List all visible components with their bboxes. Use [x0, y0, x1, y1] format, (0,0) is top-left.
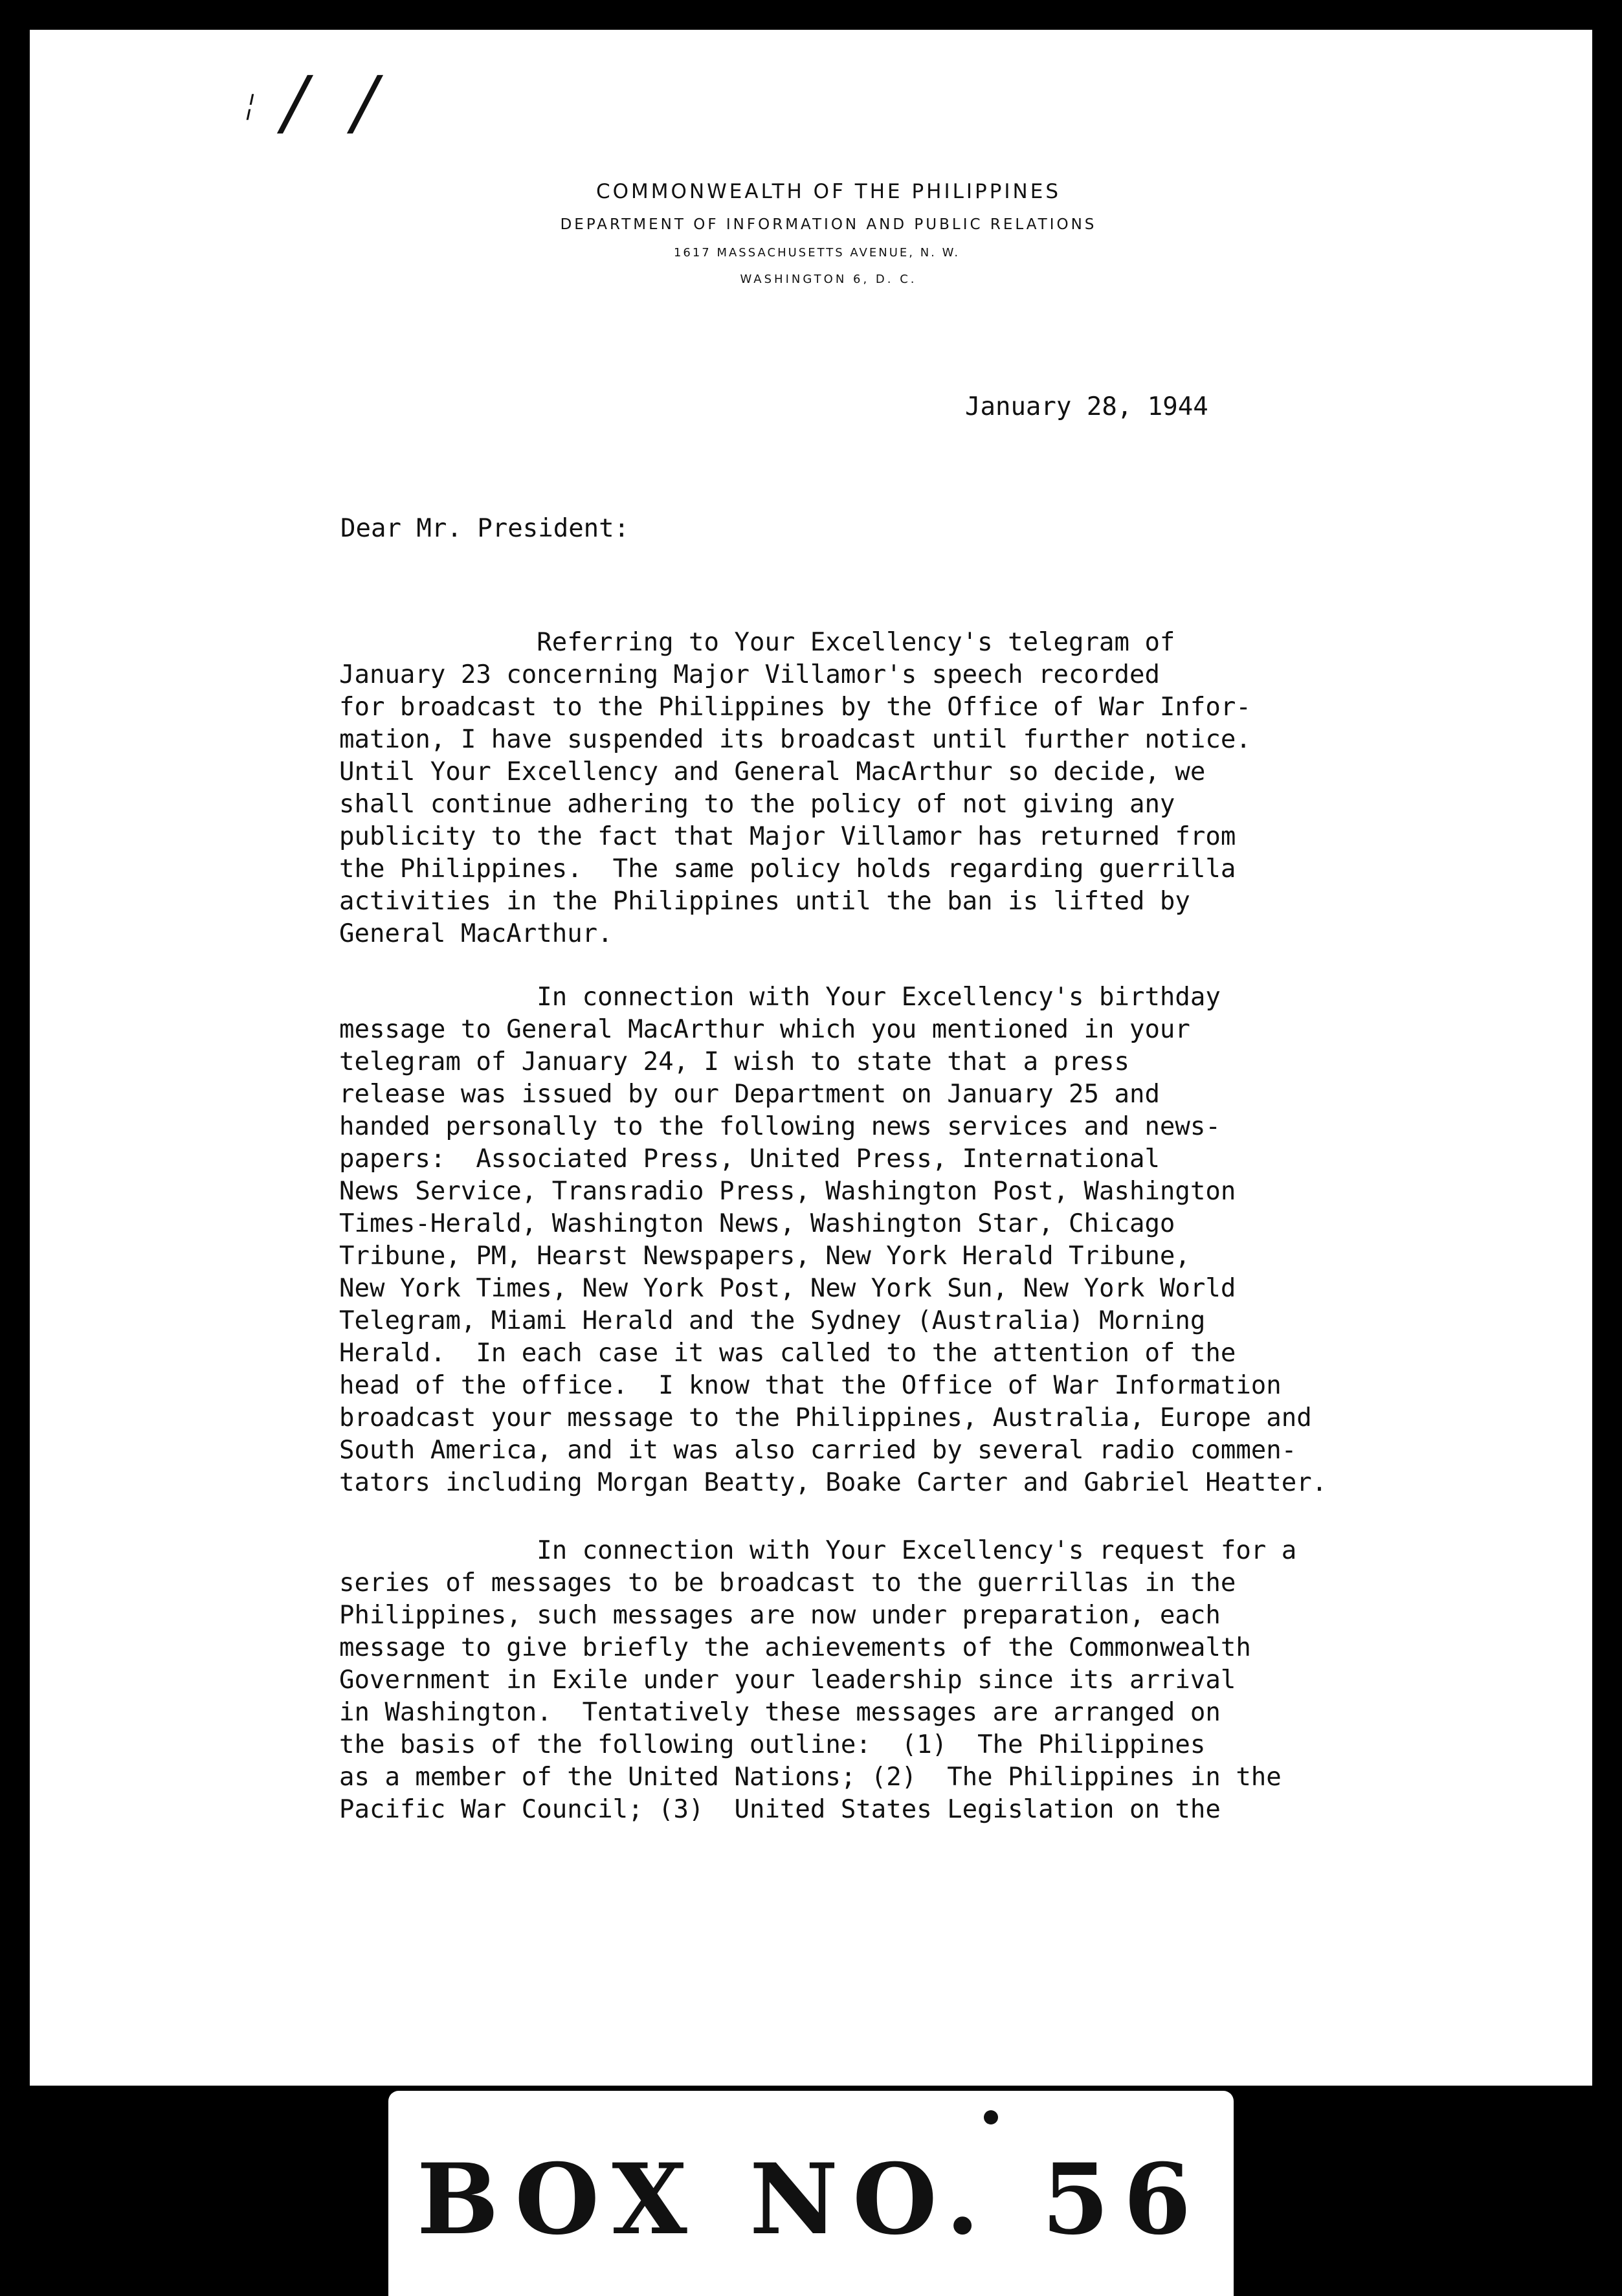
letterhead-department: DEPARTMENT OF INFORMATION AND PUBLIC RELATIONS — [560, 216, 1097, 233]
letterhead-organization: COMMONWEALTH OF THE PHILIPPINES — [596, 180, 1061, 203]
letter-date: January 28, 1944 — [965, 392, 1208, 421]
letterhead-city: WASHINGTON 6, D. C. — [740, 273, 917, 286]
archive-box-number: BOX NO. 56 — [416, 2143, 1206, 2257]
letter-page — [30, 30, 1592, 2086]
handwritten-marks: ╎/ / — [239, 61, 398, 144]
letter-salutation: Dear Mr. President: — [340, 514, 630, 543]
tick-mark-icon: ╎ — [239, 92, 273, 122]
letterhead — [30, 180, 1592, 286]
archive-box-label — [388, 2091, 1234, 2296]
letterhead-street-address: 1617 MASSACHUSETTS AVENUE, N. W. — [673, 246, 961, 260]
letter-paragraph-1: Referring to Your Excellency's telegram of January 23 concerning Major Villamor's speech recorded for broadcast to the Philippines by the Office of War Infor- mation, I have suspended its broadcast until further notice. Until Your Excellency and General MacArthur so decide, we shall continue adhering to the policy of not giving any publicity to the fact that Major Villamor has returned from the Philippines. The same policy holds regarding guerrilla activities in the Philippines until the ban is lifted by General MacArthur. — [339, 628, 1251, 948]
label-dot-icon — [984, 2110, 998, 2124]
letter-paragraph-3: In connection with Your Excellency's request for a series of messages to be broadcast to the guerrillas in the Philippines, such messages are now under preparation, each message to give briefly the achievements of the Commonwealth Government in Exile under your leadership since its arrival in Washington. Tentatively these messages are arranged on the basis of the following outline: (1) The Philippines as a member of the United Nations; (2) The Philippines in the Pacific War Council; (3) United States Legislation on the — [339, 1536, 1297, 1824]
letter-paragraph-2: In connection with Your Excellency's birthday message to General MacArthur which you mentioned in your telegram of January 24, I wish to state that a press release was issued by our Department on January 25 and handed personally to the following news services and news- papers: Associated Press, United Press, International News Service, Transradio Press, Washington Post, Washington Times-Herald, Washington News, Washington Star, Chicago Tribune, PM, Hearst Newspapers, New York Herald Tribune, New York Times, New York Post, New York Sun, New York World Telegram, Miami Herald and the Sydney (Australia) Morning Herald. In each case it was called to the attention of the head of the office. I know that the Office of War Information broadcast your message to the Philippines, Australia, Europe and South America, and it was also carried by several radio commen- tators including Morgan Beatty, Boake Carter and Gabriel Heatter. — [339, 983, 1328, 1497]
